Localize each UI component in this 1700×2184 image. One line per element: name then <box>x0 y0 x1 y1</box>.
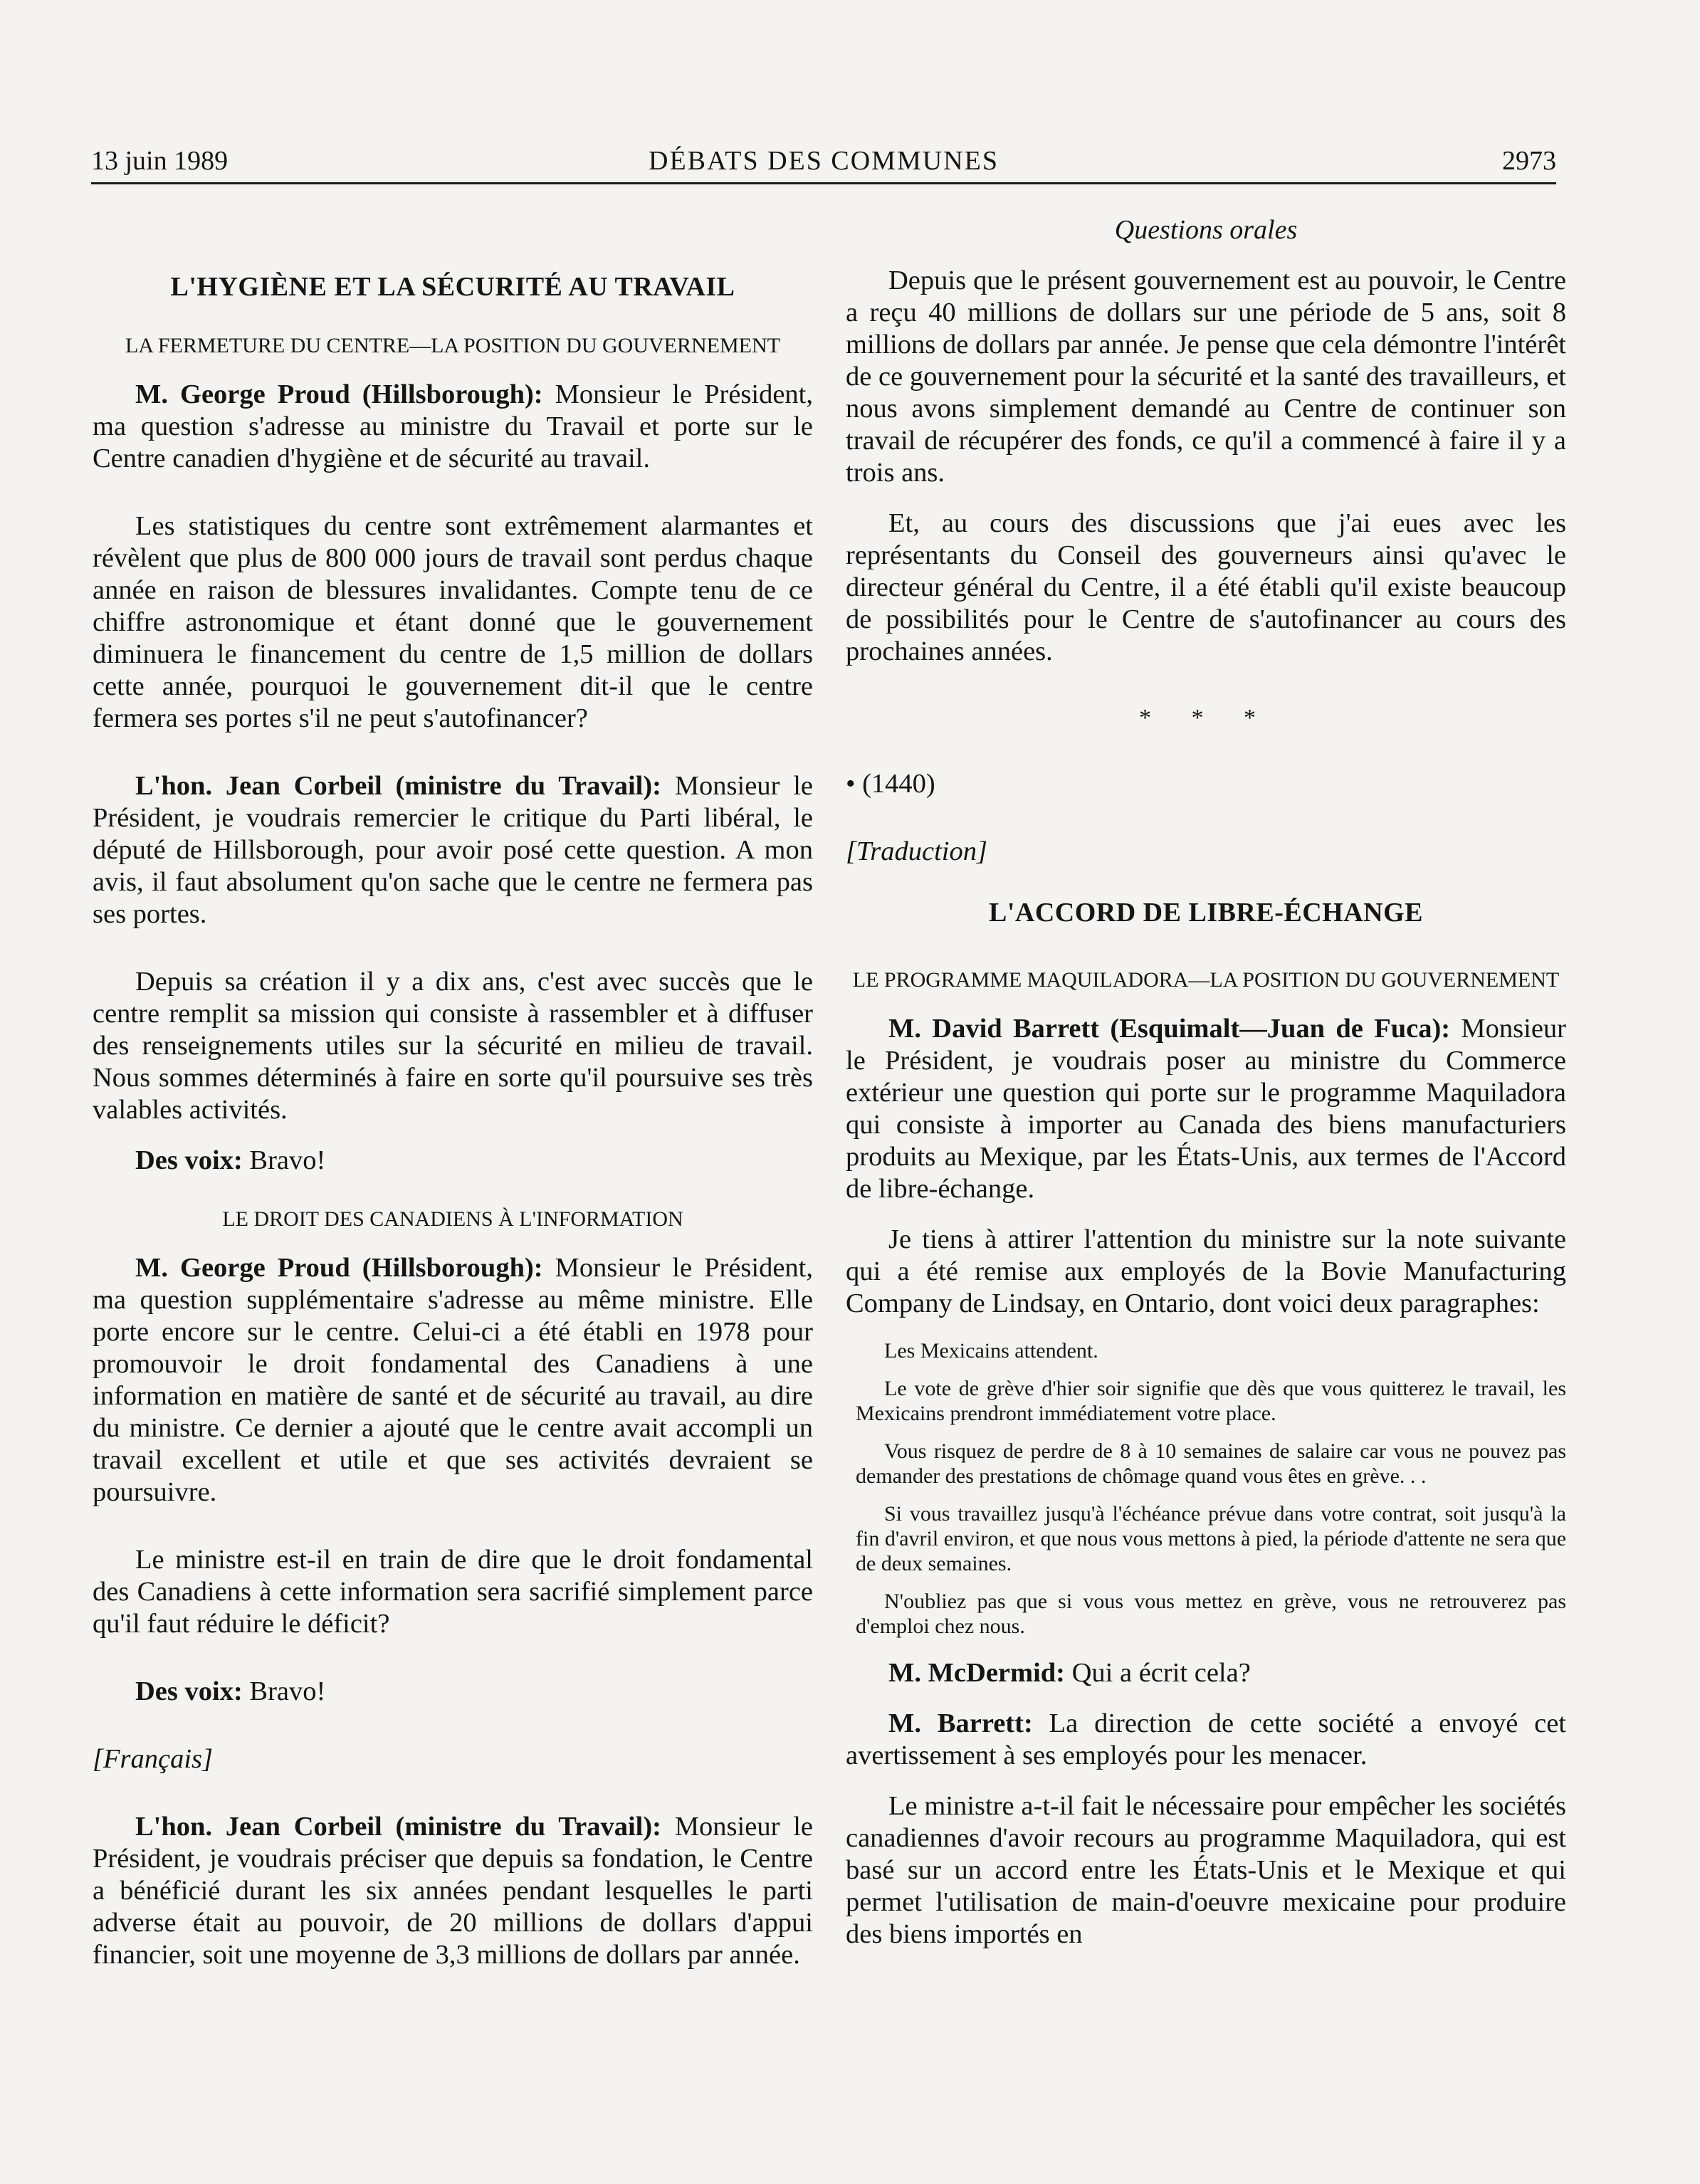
speaker-name: L'hon. Jean Corbeil (ministre du Travail): <box>135 771 661 801</box>
paragraph: L'hon. Jean Corbeil (ministre du Travail): Monsieur le Président, je voudrais préciser que depuis sa fondation, le Centre a bénéficié durant les six années pendant lesquelles le parti adverse était au pouvoir, de 20 millions de dollars d'appui financier, soit une moyenne de 3,3 millions de dollars par année. <box>93 1812 813 1970</box>
paragraph: L'hon. Jean Corbeil (ministre du Travail): Monsieur le Président, je voudrais remercier le critique du Parti libéral, le député de Hillsborough, pour avoir posé cette question. A mon avis, il faut absolument qu'on sache que le centre ne fermera pas ses portes. <box>93 771 813 929</box>
paragraph: M. Barrett: La direction de cette société a envoyé cet avertissement à ses employés pour les menacer. <box>846 1708 1566 1770</box>
speaker-name: M. McDermid: <box>888 1658 1065 1688</box>
left-column <box>93 214 813 1971</box>
speaker-name: M. George Proud (Hillsborough): <box>135 379 543 409</box>
subheading-fermeture: LA FERMETURE DU CENTRE—LA POSITION DU GOUVERNEMENT <box>125 334 780 357</box>
subheading-droit: LE DROIT DES CANADIENS À L'INFORMATION <box>222 1207 683 1231</box>
right-column <box>846 214 1566 1951</box>
paragraph: Depuis que le présent gouvernement est au pouvoir, le Centre a reçu 40 millions de dollars sur une période de 5 ans, soit 8 millions de dollars par année. Je pense que cela démontre l'intérêt de ce gouvernement pour la sécurité et la santé des travailleurs, et nous avons simplement demandé au Centre de continuer son travail de récupérer des fonds, ce qu'il a commencé à faire il y a trois ans. <box>846 266 1566 488</box>
language-note: [Traduction] <box>846 836 987 866</box>
page-header <box>91 142 1556 184</box>
time-marker: • (1440) <box>846 769 935 799</box>
speaker-name: Des voix: <box>135 1145 243 1175</box>
speaker-name: M. George Proud (Hillsborough): <box>135 1253 543 1283</box>
paragraph: M. David Barrett (Esquimalt—Juan de Fuca): Monsieur le Président, je voudrais poser au ministre du Commerce extérieur une question qui porte sur le programme Maquiladora qui consiste à importer au Canada des biens manufacturiers produits au Mexique, par les États-Unis, aux termes de l'Accord de libre-échange. <box>846 1014 1567 1204</box>
paragraph: Le ministre est-il en train de dire que le droit fondamental des Canadiens à cette information sera sacrifié simplement parce qu'il faut réduire le déficit? <box>93 1545 813 1639</box>
header-date: 13 juin 1989 <box>91 146 229 176</box>
separator: * * * <box>1139 705 1273 731</box>
speaker-name: Des voix: <box>135 1676 243 1706</box>
paragraph: M. George Proud (Hillsborough): Monsieur le Président, ma question s'adresse au ministre du Travail et porte sur le Centre canadien d'hygiène et de sécurité au travail. <box>93 379 813 473</box>
paragraph: Les statistiques du centre sont extrêmement alarmantes et révèlent que plus de 800 000 jours de travail sont perdus chaque année en raison de blessures invalidantes. Compte tenu de ce chiffre astronomique et étant donné que le gouvernement diminuera le financement du centre de 1,5 million de dollars cette année, pourquoi le gouvernement dit-il que le centre fermera ses portes s'il ne peut s'autofinancer? <box>93 511 813 733</box>
section-heading-libre-echange: L'ACCORD DE LIBRE-ÉCHANGE <box>988 898 1424 928</box>
speaker-name: M. David Barrett (Esquimalt—Juan de Fuca): <box>888 1014 1451 1044</box>
section-heading-hygiene: L'HYGIÈNE ET LA SÉCURITÉ AU TRAVAIL <box>170 272 735 302</box>
speaker-name: M. Barrett: <box>888 1708 1033 1738</box>
language-note: [Français] <box>93 1744 213 1774</box>
paragraph: M. McDermid: Qui a écrit cela? <box>888 1658 1251 1688</box>
paragraph: Des voix: Bravo! <box>135 1145 326 1175</box>
section-label: Questions orales <box>1114 215 1298 245</box>
quoted-note: Si vous travaillez jusqu'à l'échéance prévue dans votre contrat, soit jusqu'à la fin d'avril environ, et que nous vous mettons à pied, la période d'attente ne sera que de deux semaines. <box>856 1502 1567 1575</box>
quoted-note: Les Mexicains attendent. <box>884 1339 1098 1363</box>
paragraph: Depuis sa création il y a dix ans, c'est avec succès que le centre remplit sa mission qui consiste à rassembler et à diffuser des renseignements utiles sur la sécurité en milieu de travail. Nous sommes déterminés à faire en sorte qu'il poursuive ses très valables activités. <box>93 967 813 1125</box>
paragraph: Je tiens à attirer l'attention du ministre sur la note suivante qui a été remise aux employés de la Bovie Manufacturing Company de Lindsay, en Ontario, dont voici deux paragraphes: <box>846 1224 1566 1318</box>
paragraph: M. George Proud (Hillsborough): Monsieur le Président, ma question supplémentaire s'adresse au même ministre. Elle porte encore sur le centre. Celui-ci a été établi en 1978 pour promouvoir le droit fondamental des Canadiens à une information en matière de santé et de sécurité au travail, au dire du ministre. Ce dernier a ajouté que le centre avait accompli un travail excellent et utile et que ses activités devraient se poursuivre. <box>93 1253 813 1507</box>
paragraph: Le ministre a-t-il fait le nécessaire pour empêcher les sociétés canadiennes d'avoir recours au programme Maquiladora, qui est basé sur un accord entre les États-Unis et le Mexique et qui permet l'utilisation de main-d'oeuvre mexicaine pour produire des biens importés en <box>846 1791 1566 1949</box>
paragraph: Et, au cours des discussions que j'ai eues avec les représentants du Conseil des gouverneurs ainsi qu'avec le directeur général du Centre, il a été établi qu'il existe beaucoup de possibilités pour le Centre de s'autofinancer au cours des prochaines années. <box>846 508 1566 666</box>
quoted-note: Le vote de grève d'hier soir signifie que dès que vous quitterez le travail, les Mexicains prendront immédiatement votre place. <box>856 1377 1566 1425</box>
subheading-maquiladora: LE PROGRAMME MAQUILADORA—LA POSITION DU GOUVERNEMENT <box>852 968 1560 992</box>
quoted-note: Vous risquez de perdre de 8 à 10 semaines de salaire car vous ne pouvez pas demander des prestations de chômage quand vous êtes en grève. . . <box>856 1439 1566 1488</box>
paragraph: Des voix: Bravo! <box>135 1676 326 1706</box>
header-page-number: 2973 <box>1502 146 1556 176</box>
quoted-note: N'oubliez pas que si vous vous mettez en grève, vous ne retrouverez pas d'emploi chez nous. <box>856 1590 1566 1638</box>
speaker-name: L'hon. Jean Corbeil (ministre du Travail): <box>135 1812 661 1842</box>
header-title: DÉBATS DES COMMUNES <box>649 146 999 176</box>
